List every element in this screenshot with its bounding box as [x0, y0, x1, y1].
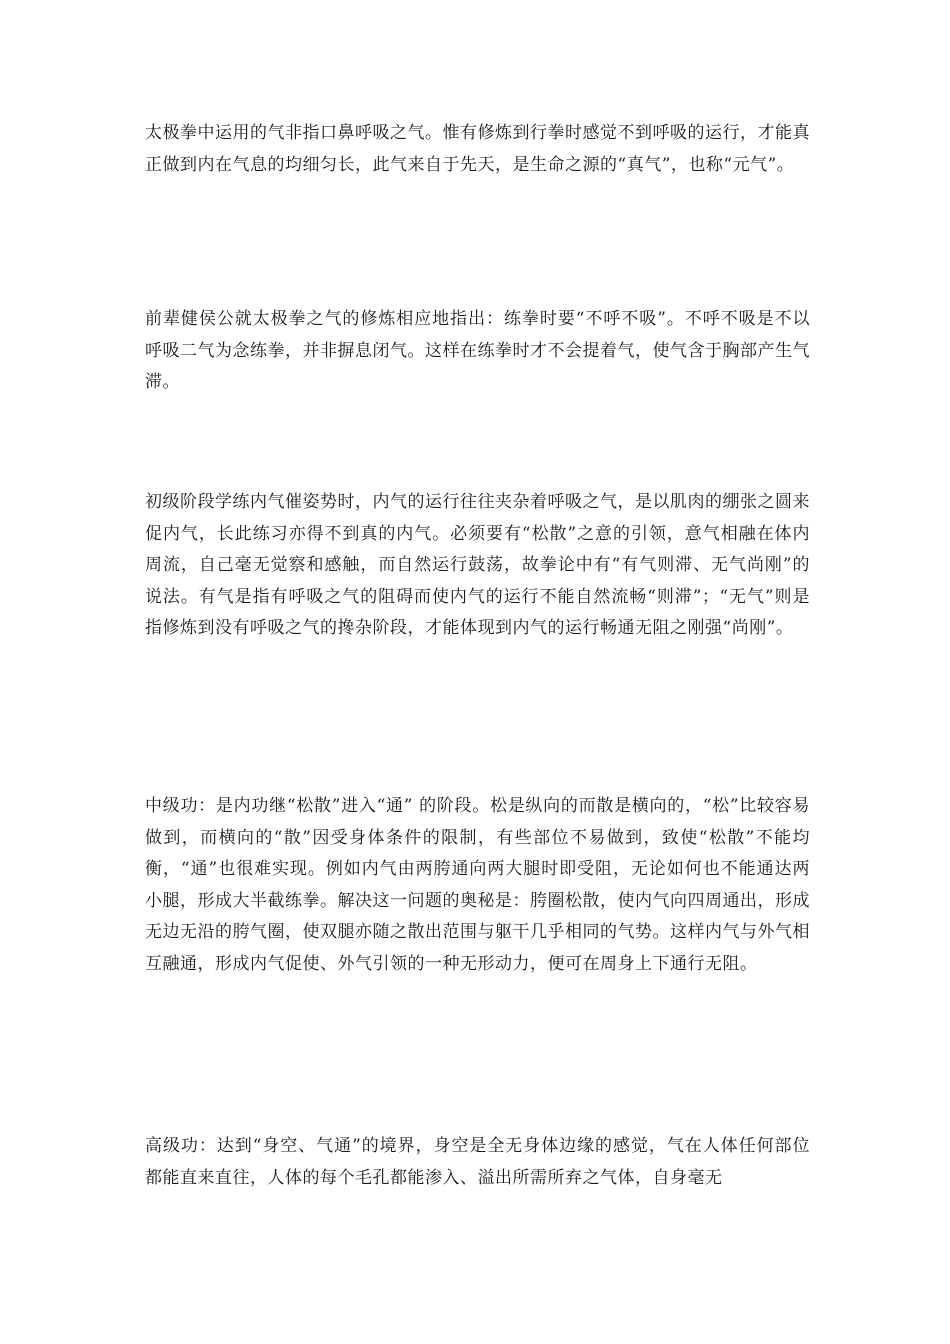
paragraph-no-breathing: 前辈健侯公就太极拳之气的修炼相应地指出：练拳时要“不呼不吸”。不呼不吸是不以呼吸二气为念练拳，并非摒息闭气。这样在练拳时才不会提着气，使气含于胸部产生气滞。 [145, 309, 810, 393]
paragraph-advanced-stage: 高级功：达到“身空、气通”的境界，身空是全无身体边缘的感觉，气在人体任何部位都能直来直往，人体的每个毛孔都能渗入、溢出所需所弃之气体，自身毫无 [145, 1136, 810, 1188]
paragraph-qi-definition: 太极拳中运用的气非指口鼻呼吸之气。惟有修炼到行拳时感觉不到呼吸的运行，才能真正做到内在气息的均细匀长，此气来自于先天，是生命之源的“真气”，也称“元气”。 [145, 123, 810, 175]
paragraph-intermediate-stage: 中级功：是内功继“松散”进入“通” 的阶段。松是纵向的而散是横向的，“松”比较容易做到，而横向的“散”因受身体条件的限制，有些部位不易做到，致使“松散”不能均衡，“通”也很难实现。例如内气由两胯通向两大腿时即受阻，无论如何也不能通达两小腿，形成大半截练拳。解决这一问题的奥秘是：胯圈松散，使内气向四周通出，形成无边无沿的胯气圈，使双腿亦随之散出范围与躯干几乎相同的气势。这样内气与外气相互融通，形成内气促使、外气引领的一种无形动力，便可在周身上下通行无阻。 [145, 796, 810, 974]
paragraph-beginner-stage: 初级阶段学练内气催姿势时，内气的运行往往夹杂着呼吸之气，是以肌肉的绷张之圆来促内气，长此练习亦得不到真的内气。必须要有“松散”之意的引领，意气相融在体内周流，自己毫无觉察和感触，而自然运行鼓荡，故拳论中有“有气则滞、无气尚刚”的说法。有气是指有呼吸之气的阻碍而使内气的运行不能自然流畅“则滞”；“无气”则是指修炼到没有呼吸之气的搀杂阶段，才能体现到内气的运行畅通无阻之刚强“尚刚”。 [145, 492, 810, 639]
